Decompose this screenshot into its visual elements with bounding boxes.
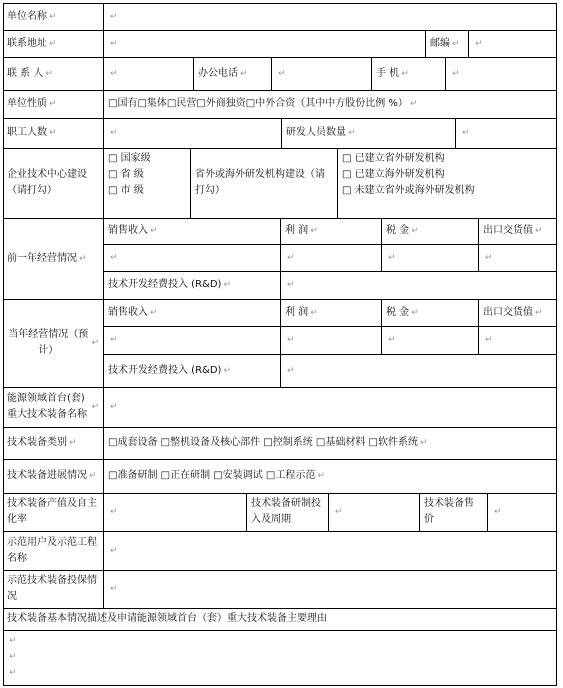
label-text: 能源领域首台(套)重大技术装备名称 bbox=[7, 393, 87, 420]
grid-line bbox=[478, 218, 479, 271]
label-unit-name bbox=[3, 3, 103, 30]
grid-line bbox=[280, 218, 281, 387]
label-text: 技术装备基本情况描述及申请能源领域首台（套）重大技术装备主要理由 bbox=[7, 613, 327, 624]
paragraph-mark: ↵ bbox=[287, 335, 295, 345]
header-cur-profit bbox=[281, 299, 381, 326]
checkbox-overseas-rd[interactable]: □ 已建立海外研发机构 bbox=[342, 169, 445, 180]
paragraph-mark: ↵ bbox=[317, 471, 325, 481]
grid-line bbox=[3, 685, 557, 686]
grid-line bbox=[455, 118, 456, 148]
label-text: 职工人数 bbox=[7, 127, 47, 138]
paragraph-mark: ↵ bbox=[49, 38, 57, 49]
header-prev-tax bbox=[382, 218, 478, 244]
field-demo-warranty[interactable] bbox=[104, 570, 556, 608]
label-text: 手 机 bbox=[376, 67, 400, 79]
label-demo-warranty bbox=[3, 570, 103, 608]
field-address[interactable] bbox=[104, 30, 425, 57]
field-prev-profit[interactable] bbox=[281, 244, 381, 271]
checkbox-group-text[interactable]: □国有□集体□民营□外商独资□中外合资（其中中方股份比例 %） bbox=[108, 98, 408, 109]
paragraph-mark: ↵ bbox=[49, 11, 57, 22]
label-text: 技术装备研制投入及周期 bbox=[251, 498, 321, 525]
paragraph-mark: ↵ bbox=[49, 128, 57, 138]
label-text: 销售收入 bbox=[108, 225, 148, 236]
paragraph-mark: ↵ bbox=[485, 335, 493, 345]
field-prev-tax[interactable] bbox=[382, 244, 478, 271]
grid-line bbox=[3, 531, 557, 532]
label-office-phone bbox=[194, 57, 271, 90]
paragraph-mark: ↵ bbox=[475, 38, 483, 49]
field-output-value[interactable] bbox=[104, 493, 246, 531]
grid-line bbox=[478, 299, 479, 354]
label-text: 税 金 bbox=[386, 225, 410, 236]
label-text: 企业技术中心建设（请打勾） bbox=[7, 169, 87, 196]
checkbox-municipal[interactable]: □ 市 级 bbox=[108, 185, 144, 196]
label-progress bbox=[3, 459, 103, 493]
label-text: 前一年经营情况 bbox=[7, 252, 77, 264]
paragraph-mark: ↵ bbox=[388, 252, 396, 263]
paragraph-mark: ↵ bbox=[223, 280, 231, 290]
paragraph-mark: ↵ bbox=[535, 226, 543, 236]
paragraph-mark: ↵ bbox=[310, 226, 318, 236]
grid-line bbox=[381, 299, 382, 354]
paragraph-mark: ↵ bbox=[278, 68, 286, 79]
checkbox-group-text[interactable]: □成套设备 □整机设备及核心部件 □控制系统 □基础材料 □软件系统 bbox=[108, 437, 418, 448]
label-text: 销售收入 bbox=[108, 306, 148, 318]
paragraph-mark: ↵ bbox=[79, 253, 87, 264]
label-prev-rd-investment bbox=[104, 271, 280, 299]
label-cur-rd-investment bbox=[104, 354, 280, 387]
field-unit-name[interactable] bbox=[104, 3, 556, 30]
grid-line bbox=[328, 493, 329, 531]
paragraph-mark: ↵ bbox=[110, 11, 118, 22]
paragraph-mark: ↵ bbox=[110, 128, 118, 138]
label-text: 税 金 bbox=[386, 306, 410, 318]
grid-line bbox=[381, 218, 382, 271]
grid-line bbox=[3, 459, 557, 460]
paragraph-mark: ↵ bbox=[223, 365, 231, 376]
grid-line bbox=[419, 493, 420, 531]
label-contact bbox=[3, 57, 103, 90]
checkbox-group-text[interactable]: □准备研制 □正在研制 □安装调试 □工程示范 bbox=[108, 470, 316, 481]
label-demo-users bbox=[3, 531, 103, 570]
label-text: 单位性质 bbox=[7, 98, 47, 109]
label-unit-nature bbox=[3, 90, 103, 118]
label-text: 联 系 人 bbox=[7, 67, 44, 79]
grid-line bbox=[3, 427, 557, 428]
grid-line bbox=[3, 3, 557, 4]
paragraph-mark: ↵ bbox=[287, 252, 295, 263]
field-cur-sales[interactable] bbox=[104, 326, 280, 354]
checkbox-national[interactable]: □ 国家级 bbox=[108, 153, 151, 164]
grid-line bbox=[3, 3, 4, 686]
header-prev-export bbox=[479, 218, 556, 244]
checkbox-no-rd[interactable]: □ 未建立省外或海外研发机构 bbox=[342, 185, 475, 196]
grid-line bbox=[3, 148, 557, 149]
grid-line bbox=[3, 608, 557, 609]
field-prev-export[interactable] bbox=[479, 244, 556, 271]
field-equipment-name[interactable] bbox=[104, 387, 556, 427]
label-rd-staff bbox=[282, 118, 455, 148]
paragraph-mark: ↵ bbox=[348, 128, 356, 138]
label-text: 研发人员数量 bbox=[286, 127, 346, 138]
paragraph-mark: ↵ bbox=[110, 68, 118, 79]
paragraph-mark: ↵ bbox=[452, 68, 460, 79]
label-staff-count bbox=[3, 118, 103, 148]
grid-line bbox=[193, 57, 194, 90]
paragraph-mark: ↵ bbox=[535, 307, 543, 318]
label-postcode bbox=[426, 30, 468, 57]
grid-line bbox=[3, 493, 557, 494]
label-text: 技术开发经费投入 (R&D) bbox=[108, 364, 222, 376]
tech-center-options[interactable] bbox=[104, 148, 190, 218]
grid-line bbox=[3, 118, 557, 119]
label-text: 示范用户及示范工程名称 bbox=[7, 536, 97, 564]
field-unit-nature-options[interactable] bbox=[104, 90, 556, 118]
label-text: 技术装备产值及自主化率 bbox=[7, 498, 97, 525]
field-prev-sales[interactable] bbox=[104, 244, 280, 271]
paragraph-mark: ↵ bbox=[69, 438, 77, 448]
grid-line bbox=[3, 630, 557, 631]
label-tech-center bbox=[3, 148, 103, 218]
paragraph-mark: ↵ bbox=[335, 507, 343, 517]
paragraph-mark: ↵ bbox=[89, 471, 97, 481]
label-text: 当年经营情况（预计） bbox=[8, 329, 89, 356]
label-text: 示范技术装备投保情况 bbox=[7, 575, 97, 602]
grid-line bbox=[337, 148, 338, 218]
paragraph-mark: ↵ bbox=[9, 652, 17, 662]
label-text: 利 润 bbox=[285, 225, 309, 236]
grid-line bbox=[468, 30, 469, 57]
paragraph-mark: ↵ bbox=[110, 38, 118, 49]
field-staff-count[interactable] bbox=[104, 118, 281, 148]
header-cur-sales bbox=[104, 299, 280, 326]
label-text: 技术装备类别 bbox=[7, 437, 67, 448]
paragraph-mark: ↵ bbox=[388, 335, 396, 345]
grid-line bbox=[103, 244, 557, 245]
paragraph-mark: ↵ bbox=[310, 307, 318, 318]
label-investment-time bbox=[247, 493, 328, 531]
field-postcode[interactable] bbox=[469, 30, 556, 57]
header-cur-tax bbox=[382, 299, 478, 326]
label-text: 出口交货值 bbox=[483, 225, 533, 236]
paragraph-mark: ↵ bbox=[110, 402, 118, 412]
paragraph-mark: ↵ bbox=[110, 584, 118, 594]
label-overseas-rd bbox=[191, 148, 337, 218]
paragraph-mark: ↵ bbox=[409, 99, 418, 109]
grid-line bbox=[3, 90, 557, 91]
grid-line bbox=[103, 271, 557, 272]
field-cur-tax[interactable] bbox=[382, 326, 478, 354]
label-text: 联系地址 bbox=[7, 37, 47, 49]
label-text: 省外或海外研发机构建设（请打勾） bbox=[195, 169, 325, 196]
paragraph-mark: ↵ bbox=[287, 280, 295, 290]
paragraph-mark: ↵ bbox=[240, 68, 248, 79]
label-text: 单位名称 bbox=[7, 10, 47, 22]
paragraph-mark: ↵ bbox=[9, 636, 17, 646]
field-rd-staff[interactable] bbox=[456, 118, 556, 148]
label-price bbox=[420, 493, 487, 531]
label-output-value bbox=[3, 493, 103, 531]
grid-line bbox=[271, 57, 272, 90]
grid-line bbox=[371, 57, 372, 90]
field-contact[interactable] bbox=[104, 57, 193, 90]
header-prev-sales bbox=[104, 218, 280, 244]
checkbox-out-of-province-rd[interactable]: □ 已建立省外研发机构 bbox=[342, 153, 445, 164]
paragraph-mark: ↵ bbox=[110, 507, 118, 517]
grid-line bbox=[445, 57, 446, 90]
label-current-year bbox=[3, 299, 103, 387]
paragraph-mark: ↵ bbox=[45, 68, 53, 79]
paragraph-mark: ↵ bbox=[411, 226, 419, 236]
header-prev-profit bbox=[281, 218, 381, 244]
field-equipment-category[interactable] bbox=[104, 427, 556, 459]
label-text: 办公电话 bbox=[198, 67, 238, 79]
label-text: 利 润 bbox=[285, 306, 309, 318]
grid-line bbox=[103, 354, 557, 355]
field-office-phone[interactable] bbox=[272, 57, 371, 90]
paragraph-mark: ↵ bbox=[485, 252, 493, 263]
paragraph-mark: ↵ bbox=[419, 438, 428, 448]
label-text: 技术装备售 价 bbox=[424, 498, 474, 525]
grid-line bbox=[425, 30, 426, 57]
grid-line bbox=[3, 30, 557, 31]
field-price[interactable] bbox=[488, 493, 556, 531]
field-cur-profit[interactable] bbox=[281, 326, 381, 354]
paragraph-mark: ↵ bbox=[110, 335, 118, 345]
label-description bbox=[3, 608, 556, 630]
grid-line bbox=[487, 493, 488, 531]
paragraph-mark: ↵ bbox=[411, 307, 419, 318]
field-prev-rd-investment[interactable] bbox=[281, 271, 556, 299]
field-demo-users[interactable] bbox=[104, 531, 556, 570]
grid-line bbox=[246, 493, 247, 531]
paragraph-mark: ↵ bbox=[110, 252, 118, 263]
label-equipment-category bbox=[3, 427, 103, 459]
grid-line bbox=[3, 570, 557, 571]
label-text: 出口交货值 bbox=[483, 306, 533, 318]
paragraph-mark: ↵ bbox=[49, 99, 57, 109]
label-equipment-name bbox=[3, 387, 103, 427]
grid-line bbox=[3, 57, 557, 58]
field-progress[interactable] bbox=[104, 459, 556, 493]
label-text: 技术装备进展情况 bbox=[7, 470, 87, 481]
label-text: 邮编 bbox=[430, 37, 450, 49]
paragraph-mark: ↵ bbox=[452, 38, 460, 49]
paragraph-mark: ↵ bbox=[494, 507, 502, 517]
field-description[interactable] bbox=[3, 630, 556, 685]
paragraph-mark: ↵ bbox=[150, 307, 158, 318]
label-mobile bbox=[372, 57, 445, 90]
paragraph-mark: ↵ bbox=[401, 68, 409, 79]
paragraph-mark: ↵ bbox=[91, 338, 99, 348]
checkbox-provincial[interactable]: □ 省 级 bbox=[108, 169, 144, 180]
paragraph-mark: ↵ bbox=[9, 668, 17, 678]
grid-line bbox=[190, 148, 191, 218]
grid-line bbox=[103, 326, 557, 327]
label-prev-year bbox=[3, 218, 103, 299]
header-cur-export bbox=[479, 299, 556, 326]
field-cur-export[interactable] bbox=[479, 326, 556, 354]
field-investment-time[interactable] bbox=[329, 493, 419, 531]
grid-line bbox=[556, 3, 557, 686]
paragraph-mark: ↵ bbox=[110, 545, 118, 556]
field-mobile[interactable] bbox=[446, 57, 556, 90]
paragraph-mark: ↵ bbox=[91, 402, 99, 412]
paragraph-mark: ↵ bbox=[150, 226, 158, 236]
label-address bbox=[3, 30, 103, 57]
grid-line bbox=[103, 3, 104, 608]
grid-line bbox=[3, 387, 557, 388]
label-text: 技术开发经费投入 (R&D) bbox=[108, 279, 222, 290]
grid-line bbox=[281, 118, 282, 148]
paragraph-mark: ↵ bbox=[462, 128, 470, 138]
field-cur-rd-investment[interactable] bbox=[281, 354, 556, 387]
overseas-rd-options[interactable] bbox=[338, 148, 556, 218]
paragraph-mark: ↵ bbox=[287, 365, 295, 376]
